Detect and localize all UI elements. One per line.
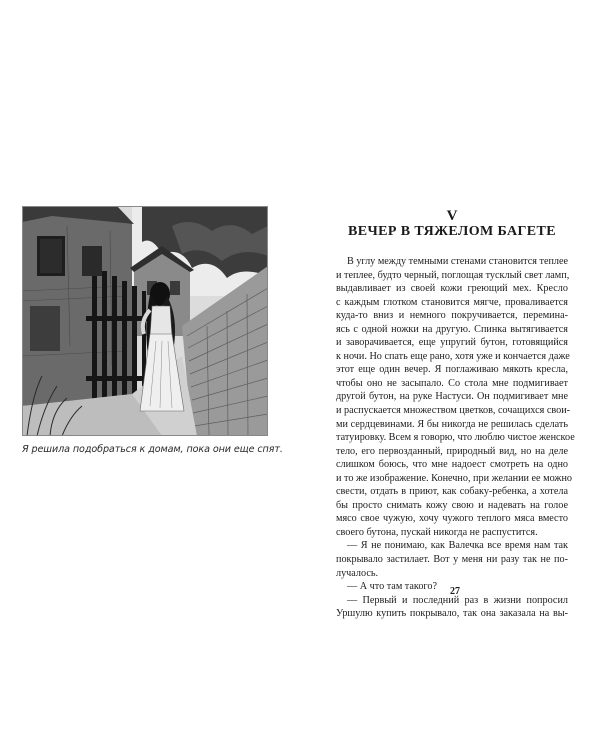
chapter-number: V: [446, 208, 458, 224]
text-line: ясь с одной ножки на другую. Спинка вытягивается: [336, 323, 568, 335]
text-line: другой бутон, на руке Настуси. Он подмигивает мне: [336, 391, 568, 403]
chapter-title: ВЕЧЕР В ТЯЖЕЛОМ БАГЕТЕ: [347, 224, 557, 239]
text-line: тело, его первозданный, природный вид, но на деле: [336, 445, 568, 457]
text-line: покрывало застилает. Вот у меня ни разу так не по-: [336, 554, 568, 566]
text-line: татуировку. Всем я говорю, что люблю чистое женское: [336, 432, 575, 444]
text-line: и теплее, будто черный, поглощая тусклый свет ламп,: [336, 269, 570, 281]
text-line: В углу между темными стенами становится теплее: [347, 256, 569, 267]
illustration: [22, 206, 268, 436]
text-line: выдавливает из своей кожи греющий мех. Кресло: [336, 283, 568, 295]
page-number: 27: [450, 586, 460, 597]
text-line: и заворачивается, еще упругий бутон, готовящийся: [336, 337, 568, 349]
text-line: — Я не понимаю, как Валечка все время нам так: [347, 540, 568, 552]
text-line: мясо свое чужую, хочу чужого теплого мяса вместо: [336, 513, 568, 525]
text-line: бы просто снимать кожу свою и надевать на голое: [336, 499, 568, 511]
chapter-body: [336, 255, 575, 621]
illustration-drawing: [22, 206, 268, 436]
text-line: с каждым глотком становится мягче, проваливается: [336, 296, 568, 308]
text-line: чтобы оно не засыпало. Со стола мне подмигивает: [336, 377, 568, 389]
text-line: свести, отдать в приют, как собаку-ребенка, а хотела: [336, 486, 568, 498]
text-line: Уршулю купить покрывало, так она заказала на вы-: [336, 608, 568, 620]
text-line: — А что там такого?: [347, 581, 437, 593]
text-line: своего бутона, пускай никогда не распустится.: [336, 526, 538, 538]
text-line: к ночи. Но спать еще рано, хотя уже и кончается даже: [336, 350, 570, 362]
text-line: ми сердцевинами. Я бы никогда не решилась сделать: [336, 418, 568, 430]
illustration-caption: Я решила подобраться к домам, пока они еще спят.: [22, 444, 283, 455]
text-line: и распускается множеством цветков, сочащихся свои-: [336, 405, 571, 417]
text-line: слишком боюсь, что мне надоест смотреть на одно: [336, 459, 568, 471]
text-line: этот еще один вечер. Я поглаживаю мякоть кресла,: [336, 364, 568, 376]
text-line: и то же изображение. Конечно, при желании ее можно: [336, 472, 572, 484]
text-line: лучалось.: [336, 567, 379, 579]
text-line: куда-то вниз и немного покручивается, перемина-: [336, 310, 568, 322]
text-line: — Первый и последний раз в жизни попросил: [347, 594, 568, 606]
